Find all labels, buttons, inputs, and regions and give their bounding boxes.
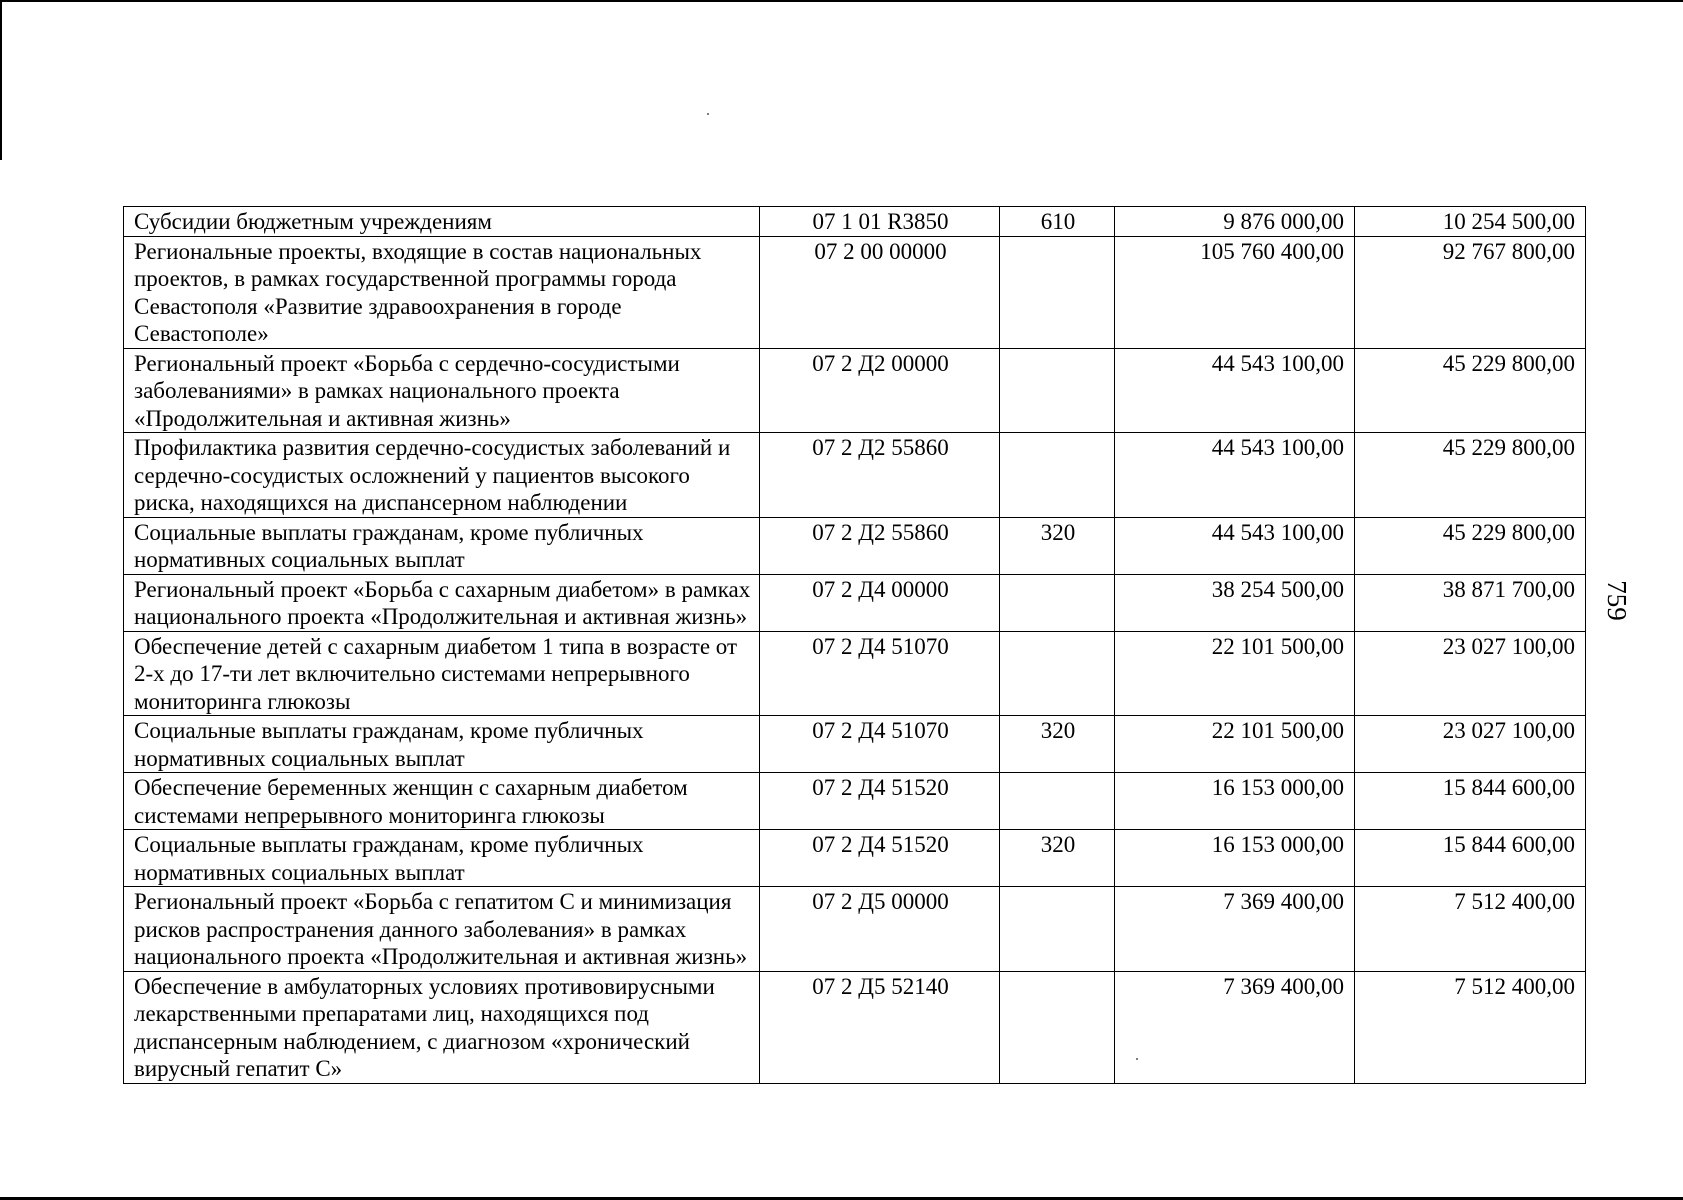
target-code-cell: 07 2 Д4 00000	[760, 574, 1000, 631]
item-name-cell: Региональный проект «Борьба с сердечно-сосудистыми заболеваниями» в рамках национального проекта «Продолжительная и активная жизнь»	[124, 348, 760, 433]
item-name-cell: Профилактика развития сердечно-сосудистых заболеваний и сердечно-сосудистых осложнений у пациентов высокого риска, находящихся на диспансерном наблюдении	[124, 433, 760, 518]
expense-type-cell	[1000, 433, 1115, 518]
budget-table	[123, 206, 1586, 1084]
amount-year1-cell: 22 101 500,00	[1115, 716, 1355, 773]
expense-type-cell: 320	[1000, 830, 1115, 887]
table-body	[124, 207, 1586, 1084]
table-row	[124, 773, 1586, 830]
target-code-cell: 07 2 Д4 51070	[760, 631, 1000, 716]
target-code-cell: 07 2 Д2 00000	[760, 348, 1000, 433]
expense-type-cell	[1000, 574, 1115, 631]
item-name-cell: Обеспечение беременных женщин с сахарным диабетом системами непрерывного мониторинга глюкозы	[124, 773, 760, 830]
table-row	[124, 207, 1586, 237]
table-row	[124, 716, 1586, 773]
expense-type-cell	[1000, 631, 1115, 716]
amount-year2-cell: 45 229 800,00	[1355, 348, 1586, 433]
amount-year1-cell: 44 543 100,00	[1115, 348, 1355, 433]
table-row	[124, 348, 1586, 433]
table-row	[124, 574, 1586, 631]
amount-year2-cell: 15 844 600,00	[1355, 773, 1586, 830]
expense-type-cell	[1000, 773, 1115, 830]
table-row	[124, 236, 1586, 348]
amount-year1-cell: 9 876 000,00	[1115, 207, 1355, 237]
item-name-cell: Обеспечение детей с сахарным диабетом 1 типа в возрасте от 2-х до 17-ти лет включительно системами непрерывного мониторинга глюкозы	[124, 631, 760, 716]
scan-border-left	[0, 0, 2, 160]
amount-year1-cell: 22 101 500,00	[1115, 631, 1355, 716]
expense-type-cell	[1000, 348, 1115, 433]
amount-year1-cell: 7 369 400,00	[1115, 887, 1355, 972]
amount-year2-cell: 23 027 100,00	[1355, 631, 1586, 716]
amount-year2-cell: 15 844 600,00	[1355, 830, 1586, 887]
item-name-cell: Региональный проект «Борьба с гепатитом С и минимизация рисков распространения данного заболевания» в рамках национального проекта «Продолжительная и активная жизнь»	[124, 887, 760, 972]
target-code-cell: 07 2 Д2 55860	[760, 517, 1000, 574]
item-name-cell: Обеспечение в амбулаторных условиях противовирусными лекарственными препаратами лиц, находящихся под диспансерным наблюдением, с диагнозом «хронический вирусный гепатит С»	[124, 971, 760, 1083]
expense-type-cell	[1000, 236, 1115, 348]
amount-year2-cell: 7 512 400,00	[1355, 887, 1586, 972]
amount-year2-cell: 38 871 700,00	[1355, 574, 1586, 631]
table-row	[124, 517, 1586, 574]
expense-type-cell	[1000, 887, 1115, 972]
expense-type-cell: 320	[1000, 716, 1115, 773]
target-code-cell: 07 2 Д5 52140	[760, 971, 1000, 1083]
target-code-cell: 07 2 Д4 51070	[760, 716, 1000, 773]
amount-year2-cell: 45 229 800,00	[1355, 433, 1586, 518]
item-name-cell: Региональный проект «Борьба с сахарным диабетом» в рамках национального проекта «Продолжительная и активная жизнь»	[124, 574, 760, 631]
target-code-cell: 07 1 01 R3850	[760, 207, 1000, 237]
amount-year1-cell: 7 369 400,00	[1115, 971, 1355, 1083]
scan-border-top	[0, 0, 1683, 2]
target-code-cell: 07 2 00 00000	[760, 236, 1000, 348]
target-code-cell: 07 2 Д2 55860	[760, 433, 1000, 518]
amount-year2-cell: 92 767 800,00	[1355, 236, 1586, 348]
amount-year1-cell: 16 153 000,00	[1115, 830, 1355, 887]
item-name-cell: Субсидии бюджетным учреждениям	[124, 207, 760, 237]
amount-year2-cell: 10 254 500,00	[1355, 207, 1586, 237]
item-name-cell: Социальные выплаты гражданам, кроме публичных нормативных социальных выплат	[124, 716, 760, 773]
table-row	[124, 971, 1586, 1083]
scan-speck	[707, 113, 709, 115]
amount-year2-cell: 7 512 400,00	[1355, 971, 1586, 1083]
amount-year2-cell: 23 027 100,00	[1355, 716, 1586, 773]
expense-type-cell: 320	[1000, 517, 1115, 574]
amount-year1-cell: 44 543 100,00	[1115, 517, 1355, 574]
table-row	[124, 887, 1586, 972]
amount-year1-cell: 16 153 000,00	[1115, 773, 1355, 830]
expense-type-cell: 610	[1000, 207, 1115, 237]
amount-year1-cell: 44 543 100,00	[1115, 433, 1355, 518]
table-row	[124, 830, 1586, 887]
page-number: 759	[1601, 580, 1632, 621]
item-name-cell: Социальные выплаты гражданам, кроме публичных нормативных социальных выплат	[124, 517, 760, 574]
table-row	[124, 433, 1586, 518]
expense-type-cell	[1000, 971, 1115, 1083]
item-name-cell: Региональные проекты, входящие в состав национальных проектов, в рамках государственной программы города Севастополя «Развитие здравоохранения в городе Севастополе»	[124, 236, 760, 348]
target-code-cell: 07 2 Д4 51520	[760, 830, 1000, 887]
amount-year1-cell: 105 760 400,00	[1115, 236, 1355, 348]
amount-year1-cell: 38 254 500,00	[1115, 574, 1355, 631]
amount-year2-cell: 45 229 800,00	[1355, 517, 1586, 574]
table-row	[124, 631, 1586, 716]
target-code-cell: 07 2 Д4 51520	[760, 773, 1000, 830]
item-name-cell: Социальные выплаты гражданам, кроме публичных нормативных социальных выплат	[124, 830, 760, 887]
target-code-cell: 07 2 Д5 00000	[760, 887, 1000, 972]
